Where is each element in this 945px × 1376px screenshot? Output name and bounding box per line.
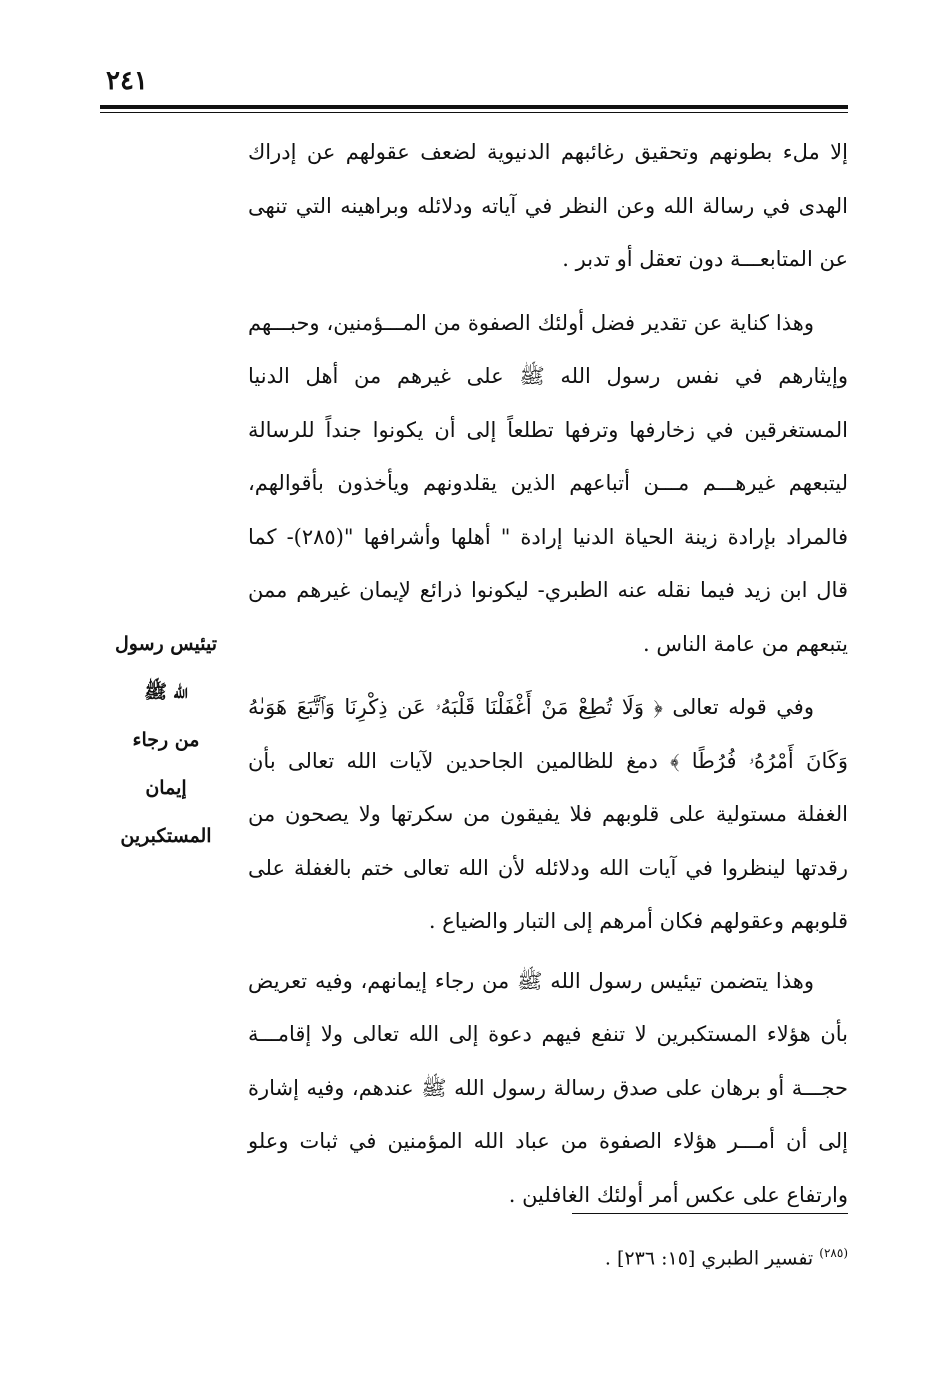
- footnote-text: تفسير الطبري [١٥: ٢٣٦] .: [604, 1247, 814, 1270]
- margin-note: [100, 620, 232, 860]
- margin-note-line: الله ﷺ: [144, 681, 188, 703]
- header-rule: [100, 105, 848, 109]
- paragraph-2: وهذا كناية عن تقدير فضل أولئك الصفوة من المـــؤمنين، وحبـــهم وإيثارهم في نفس رسول الله ﷺ على غيرهم من أهل الدنيا المستغرقين في زخارفها وترفها تطلعاً إلى أن يكونوا جنداً للرسالة ليتبعهم غيرهـــم مـــن أتباعهم الذين يقلدونهم ويأخذون بأقوالهم، فالمراد بإرادة زينة الحياة الدنيا إرادة " أهلها وأشرافها "(٢٨٥)- كما قال ابن زيد فيما نقله عنه الطبري- ليكونوا ذرائع لإيمان غيرهم ممن يتبعهم من عامة الناس .: [248, 310, 848, 656]
- paragraph-1: إلا ملء بطونهم وتحقيق رغائبهم الدنيوية لضعف عقولهم عن إدراك الهدى في رسالة الله وعن النظر في آياته ودلائله وبراهينه التي تنهى عن المتابعـــة دون تعقل أو تدبر .: [248, 140, 848, 271]
- paragraph-3: وفي قوله تعالى ﴿ وَلَا تُطِعْ مَنْ أَغْفَلْنَا قَلْبَهُۥ عَن ذِكْرِنَا وَٱتَّبَعَ هَوَىٰهُ وَكَانَ أَمْرُهُۥ فُرُطًا ﴾ دمغ للظالمين الجاحدين لآيات الله تعالى بأن الغفلة مستولية على قلوبهم فلا يفيقون من سكرتها ولا يصحون من رقدتها لينظروا في آيات الله ودلائله لأن الله تعالى ختم بالغفلة على قلوبهم وعقولهم فكان أمرهم إلى التبار والضياع .: [248, 695, 848, 933]
- footnote: [520, 1238, 848, 1273]
- paragraph-4: وهذا يتضمن تيئيس رسول الله ﷺ من رجاء إيمانهم، وفيه تعريض بأن هؤلاء المستكبرين لا تنفع فيهم دعوة إلى الله تعالى ولا إقامـــة حجـــة أو برهان على صدق رسالة رسول الله ﷺ عندهم، وفيه إشارة إلى أن أمـــر هؤلاء الصفوة من عباد الله المؤمنين في ثبات وعلو وارتفاع على عكس أمر أولئك الغافلين .: [248, 968, 848, 1207]
- footnote-ref: (٢٨٥): [819, 1246, 848, 1260]
- header-rule-thin: [100, 112, 848, 113]
- page-number: ٢٤١: [106, 66, 148, 96]
- footnote-separator: [572, 1213, 848, 1214]
- margin-note-line: من رجاء: [132, 729, 200, 751]
- margin-note-line: إيمان المستكبرين: [120, 777, 212, 847]
- main-text: [248, 126, 848, 1222]
- margin-note-line: تيئيس رسول: [114, 633, 218, 655]
